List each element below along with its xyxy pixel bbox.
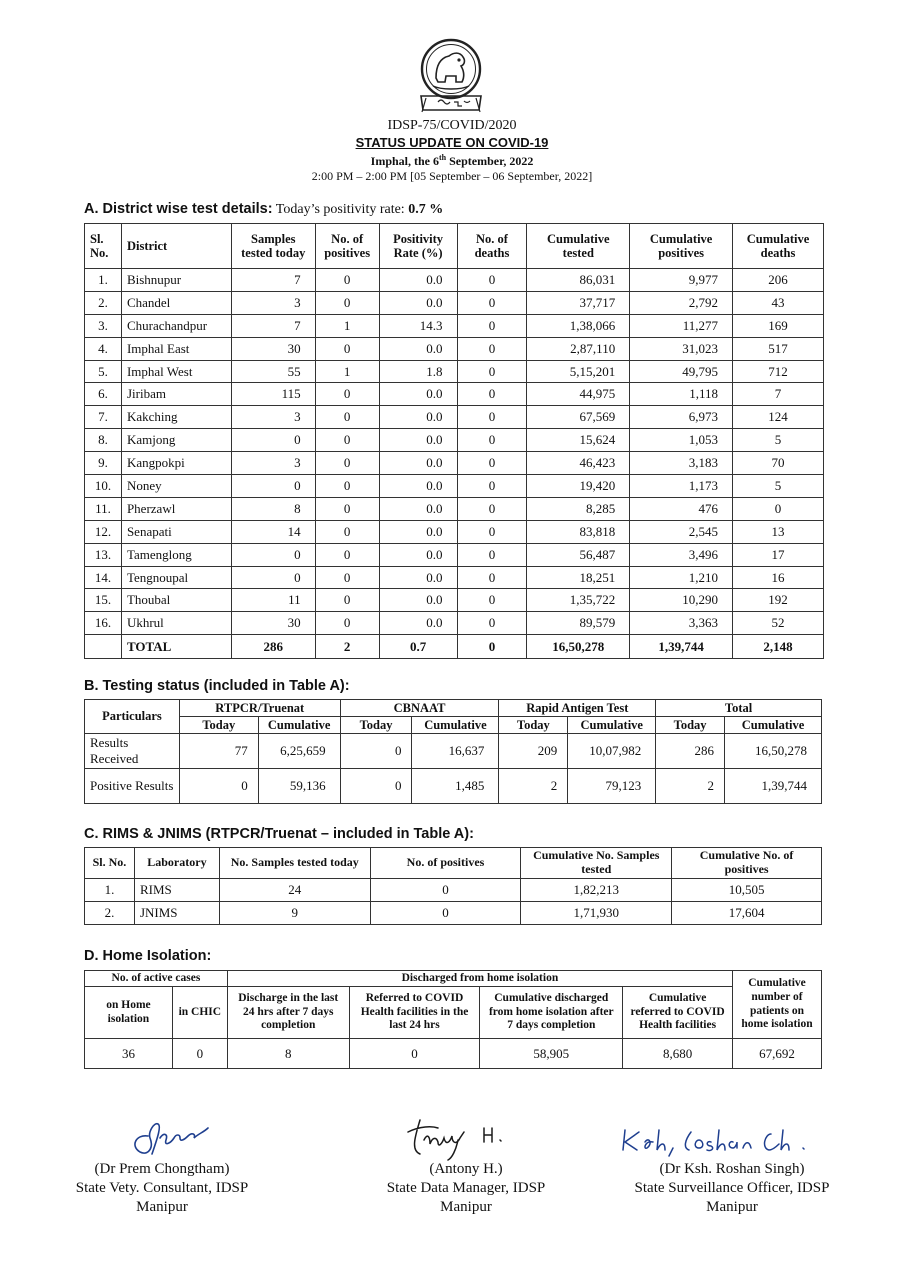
table-cell: Tamenglong xyxy=(121,543,231,566)
table-cell: 0 xyxy=(457,337,527,360)
table-cell: 5 xyxy=(733,475,824,498)
table-cell: 0.0 xyxy=(379,566,457,589)
column-header: Sl. No. xyxy=(85,848,135,879)
table-cell: 0 xyxy=(315,406,379,429)
table-cell: 0.0 xyxy=(379,543,457,566)
table-cell: 8 xyxy=(231,497,315,520)
place-date: Imphal, the 6th September, 2022 xyxy=(370,153,534,168)
table-cell: 1.8 xyxy=(379,360,457,383)
column-header: Cumulative tested xyxy=(527,224,630,269)
column-header: Discharge in the last 24 hrs after 7 days completion xyxy=(227,987,349,1039)
table-cell: 0 xyxy=(315,383,379,406)
table-cell: 31,023 xyxy=(630,337,733,360)
table-cell: 1. xyxy=(85,269,122,292)
table-cell: 115 xyxy=(231,383,315,406)
table-cell: 14 xyxy=(231,520,315,543)
table-row xyxy=(85,879,822,902)
table-cell: 209 xyxy=(499,734,568,769)
total-cell: 1,39,744 xyxy=(630,635,733,659)
table-cell: 55 xyxy=(231,360,315,383)
table-cell: 8,680 xyxy=(623,1039,733,1069)
column-header: District xyxy=(121,224,231,269)
table-row xyxy=(85,337,824,360)
total-cell: 2,148 xyxy=(733,635,824,659)
table-cell: 3 xyxy=(231,406,315,429)
total-cell: 0 xyxy=(457,635,527,659)
table-cell: 52 xyxy=(733,612,824,635)
table-cell: Jiribam xyxy=(121,383,231,406)
table-cell: 1,210 xyxy=(630,566,733,589)
table-cell: 286 xyxy=(656,734,725,769)
column-header: Cumulative deaths xyxy=(733,224,824,269)
table-cell: Churachandpur xyxy=(121,314,231,337)
column-header: Cumulative No. of positives xyxy=(672,848,822,879)
column-header: Cumulative No. Samples tested xyxy=(521,848,672,879)
table-subheader-row xyxy=(85,987,822,1039)
table-cell: 5 xyxy=(733,429,824,452)
column-header: Cumulative xyxy=(725,717,822,734)
table-cell: 9. xyxy=(85,452,122,475)
table-cell: 0 xyxy=(457,291,527,314)
table-cell: 0 xyxy=(457,452,527,475)
table-cell: 24 xyxy=(219,879,370,902)
signatory-name: (Dr Prem Chongtham) xyxy=(94,1161,230,1177)
table-cell: 4. xyxy=(85,337,122,360)
column-header: Laboratory xyxy=(134,848,219,879)
signatory-name: (Dr Ksh. Roshan Singh) xyxy=(659,1161,805,1177)
table-cell: 476 xyxy=(630,497,733,520)
table-cell: 2 xyxy=(499,769,568,804)
table-row xyxy=(85,497,824,520)
table-cell: 0.0 xyxy=(379,337,457,360)
table-row xyxy=(85,475,824,498)
table-cell: 89,579 xyxy=(527,612,630,635)
table-subheader-row xyxy=(85,717,822,734)
table-row xyxy=(85,1039,822,1069)
table-header-row xyxy=(85,700,822,717)
column-header: on Home isolation xyxy=(85,987,173,1039)
table-cell: 30 xyxy=(231,337,315,360)
signatory-place: Manipur xyxy=(136,1198,188,1215)
table-cell: 10. xyxy=(85,475,122,498)
table-cell: 0 xyxy=(340,734,412,769)
signatory-3 xyxy=(592,1160,872,1216)
reporting-period: 2:00 PM – 2:00 PM [05 September – 06 September, 2022] xyxy=(311,169,593,183)
table-cell: 6,973 xyxy=(630,406,733,429)
table-cell: Imphal West xyxy=(121,360,231,383)
table-cell: 3,363 xyxy=(630,612,733,635)
table-cell: 86,031 xyxy=(527,269,630,292)
table-cell: 30 xyxy=(231,612,315,635)
table-row xyxy=(85,429,824,452)
table-cell: 206 xyxy=(733,269,824,292)
table-cell: Noney xyxy=(121,475,231,498)
table-cell: 1,118 xyxy=(630,383,733,406)
table-cell: 2. xyxy=(85,902,135,925)
column-header: Cumulative number of patients on home isolation xyxy=(733,971,822,1039)
table-row xyxy=(85,589,824,612)
column-header: Cumulative xyxy=(258,717,340,734)
section-d-heading: D. Home Isolation: xyxy=(84,948,212,964)
table-cell: 7 xyxy=(231,314,315,337)
table-cell: 0 xyxy=(315,612,379,635)
table-cell: 13. xyxy=(85,543,122,566)
table-cell: 0 xyxy=(179,769,258,804)
table-cell: 18,251 xyxy=(527,566,630,589)
table-cell: 0.0 xyxy=(379,612,457,635)
total-cell: TOTAL xyxy=(121,635,231,659)
column-header: Particulars xyxy=(85,700,180,734)
table-cell: Kakching xyxy=(121,406,231,429)
column-header: in CHIC xyxy=(172,987,227,1039)
table-cell: Thoubal xyxy=(121,589,231,612)
table-cell: 79,123 xyxy=(568,769,656,804)
table-row xyxy=(85,452,824,475)
total-cell: 16,50,278 xyxy=(527,635,630,659)
table-cell: 67,569 xyxy=(527,406,630,429)
table-cell: 0 xyxy=(370,902,521,925)
table-cell: Kangpokpi xyxy=(121,452,231,475)
signatory-designation: State Surveillance Officer, IDSP xyxy=(634,1179,830,1196)
table-row xyxy=(85,543,824,566)
testing-status-table xyxy=(84,699,822,804)
table-cell: 1,485 xyxy=(412,769,499,804)
table-cell: 0 xyxy=(733,497,824,520)
table-cell: 0 xyxy=(457,612,527,635)
column-group-header: Total xyxy=(656,700,822,717)
table-cell: 15. xyxy=(85,589,122,612)
table-cell: Kamjong xyxy=(121,429,231,452)
table-cell: 37,717 xyxy=(527,291,630,314)
table-cell: 0 xyxy=(370,879,521,902)
column-header: No. Samples tested today xyxy=(219,848,370,879)
table-cell: 17,604 xyxy=(672,902,822,925)
table-cell: Imphal East xyxy=(121,337,231,360)
table-cell: 1,173 xyxy=(630,475,733,498)
table-cell: 2,545 xyxy=(630,520,733,543)
table-cell: 16,637 xyxy=(412,734,499,769)
table-cell: 0 xyxy=(315,543,379,566)
table-cell: 0 xyxy=(315,429,379,452)
table-cell: 58,905 xyxy=(480,1039,623,1069)
table-cell: 8. xyxy=(85,429,122,452)
signatory-designation: State Vety. Consultant, IDSP xyxy=(75,1179,249,1196)
table-cell: 13 xyxy=(733,520,824,543)
table-cell: 16,50,278 xyxy=(725,734,822,769)
table-cell: 0 xyxy=(231,475,315,498)
table-cell: 7 xyxy=(231,269,315,292)
table-cell: 3 xyxy=(231,291,315,314)
table-cell: 192 xyxy=(733,589,824,612)
section-b-heading: B. Testing status (included in Table A): xyxy=(84,678,350,694)
table-cell: 0 xyxy=(315,337,379,360)
table-cell: 0 xyxy=(315,475,379,498)
table-cell: 0.0 xyxy=(379,452,457,475)
table-cell: 10,290 xyxy=(630,589,733,612)
table-cell: 0 xyxy=(457,406,527,429)
table-cell: 6. xyxy=(85,383,122,406)
table-header-row xyxy=(85,224,824,269)
table-cell: 10,07,982 xyxy=(568,734,656,769)
column-header: Sl. No. xyxy=(85,224,122,269)
table-cell: 8 xyxy=(227,1039,349,1069)
table-cell: 59,136 xyxy=(258,769,340,804)
table-cell: 0 xyxy=(457,383,527,406)
table-cell: 12. xyxy=(85,520,122,543)
table-cell: 169 xyxy=(733,314,824,337)
table-cell: 0 xyxy=(231,429,315,452)
total-row xyxy=(85,635,824,659)
column-header: Today xyxy=(340,717,412,734)
table-cell: 0 xyxy=(315,497,379,520)
table-cell: 0 xyxy=(231,566,315,589)
table-cell: 1,38,066 xyxy=(527,314,630,337)
table-cell: 0 xyxy=(340,769,412,804)
table-cell: 1,35,722 xyxy=(527,589,630,612)
table-cell: 16 xyxy=(733,566,824,589)
column-header: Today xyxy=(179,717,258,734)
table-row xyxy=(85,269,824,292)
signatory-place: Manipur xyxy=(440,1198,492,1215)
column-group-header: No. of active cases xyxy=(85,971,228,987)
column-group-header: RTPCR/Truenat xyxy=(179,700,340,717)
table-cell: 1,053 xyxy=(630,429,733,452)
table-cell: 0 xyxy=(457,360,527,383)
table-row xyxy=(85,406,824,429)
table-cell: 0 xyxy=(315,269,379,292)
column-header: No. of positives xyxy=(370,848,521,879)
table-cell: 0.0 xyxy=(379,520,457,543)
table-cell: Bishnupur xyxy=(121,269,231,292)
table-cell: Ukhrul xyxy=(121,612,231,635)
table-cell: 0 xyxy=(457,543,527,566)
table-cell: 0 xyxy=(457,269,527,292)
table-cell: 712 xyxy=(733,360,824,383)
table-cell: 14.3 xyxy=(379,314,457,337)
table-cell: 0.0 xyxy=(379,497,457,520)
table-cell: 1 xyxy=(315,360,379,383)
table-cell: 0 xyxy=(315,291,379,314)
table-cell: 3,496 xyxy=(630,543,733,566)
table-cell: 1,39,744 xyxy=(725,769,822,804)
table-cell: 0.0 xyxy=(379,406,457,429)
table-cell: 1,71,930 xyxy=(521,902,672,925)
table-cell: 6,25,659 xyxy=(258,734,340,769)
table-row xyxy=(85,566,824,589)
column-header: Referred to COVID Health facilities in the last 24 hrs xyxy=(349,987,480,1039)
signature-prem xyxy=(118,1108,218,1160)
table-cell: Pherzawl xyxy=(121,497,231,520)
signatory-2 xyxy=(326,1160,606,1216)
table-cell: 0 xyxy=(457,520,527,543)
table-cell: 0 xyxy=(457,314,527,337)
table-cell: 124 xyxy=(733,406,824,429)
table-row xyxy=(85,769,822,804)
table-cell: 0.0 xyxy=(379,383,457,406)
column-header: Cumulative positives xyxy=(630,224,733,269)
column-header: Cumulative discharged from home isolation after 7 days completion xyxy=(480,987,623,1039)
table-cell: 2. xyxy=(85,291,122,314)
table-cell: 10,505 xyxy=(672,879,822,902)
column-group-header: CBNAAT xyxy=(340,700,499,717)
table-cell: 0 xyxy=(315,452,379,475)
state-emblem-logo xyxy=(416,38,486,114)
table-cell: 14. xyxy=(85,566,122,589)
column-group-header: Rapid Antigen Test xyxy=(499,700,656,717)
table-cell: 16. xyxy=(85,612,122,635)
table-cell: JNIMS xyxy=(134,902,219,925)
signature-roshan xyxy=(615,1120,845,1160)
table-cell: Senapati xyxy=(121,520,231,543)
table-cell: 0 xyxy=(172,1039,227,1069)
table-cell: 0.0 xyxy=(379,269,457,292)
table-cell: 5,15,201 xyxy=(527,360,630,383)
table-cell: 3 xyxy=(231,452,315,475)
table-cell: 3. xyxy=(85,314,122,337)
table-cell: 0.0 xyxy=(379,291,457,314)
column-header: Cumulative referred to COVID Health facilities xyxy=(623,987,733,1039)
table-cell: 8,285 xyxy=(527,497,630,520)
signature-antony xyxy=(398,1110,528,1162)
table-cell: 0.0 xyxy=(379,475,457,498)
total-cell xyxy=(85,635,122,659)
table-row xyxy=(85,314,824,337)
table-cell: 43 xyxy=(733,291,824,314)
table-cell: 1 xyxy=(315,314,379,337)
signatory-1 xyxy=(22,1160,302,1216)
table-cell: 0 xyxy=(349,1039,480,1069)
table-cell: 17 xyxy=(733,543,824,566)
table-cell: 0.0 xyxy=(379,589,457,612)
table-cell: 56,487 xyxy=(527,543,630,566)
table-cell: 19,420 xyxy=(527,475,630,498)
table-cell: 7. xyxy=(85,406,122,429)
section-c-heading: C. RIMS & JNIMS (RTPCR/Truenat – included in Table A): xyxy=(84,826,474,842)
total-cell: 286 xyxy=(231,635,315,659)
table-row xyxy=(85,734,822,769)
column-header: Cumulative xyxy=(412,717,499,734)
table-row xyxy=(85,612,824,635)
table-cell: 0 xyxy=(457,497,527,520)
table-cell: 7 xyxy=(733,383,824,406)
column-header: No. of positives xyxy=(315,224,379,269)
row-label: Results Received xyxy=(85,734,180,769)
table-cell: RIMS xyxy=(134,879,219,902)
column-header: Positivity Rate (%) xyxy=(379,224,457,269)
document-title: STATUS UPDATE ON COVID-19 xyxy=(355,135,549,150)
column-header: Cumulative xyxy=(568,717,656,734)
table-cell: 9 xyxy=(219,902,370,925)
table-cell: 2 xyxy=(656,769,725,804)
table-cell: 2,792 xyxy=(630,291,733,314)
table-cell: 0 xyxy=(457,475,527,498)
table-cell: 0 xyxy=(457,589,527,612)
total-cell: 2 xyxy=(315,635,379,659)
signatory-designation: State Data Manager, IDSP xyxy=(386,1179,546,1196)
table-cell: 9,977 xyxy=(630,269,733,292)
column-group-header: Discharged from home isolation xyxy=(227,971,732,987)
rims-jnims-table xyxy=(84,847,822,925)
table-cell: 0 xyxy=(457,429,527,452)
document-reference: IDSP-75/COVID/2020 xyxy=(387,118,517,133)
table-row xyxy=(85,291,824,314)
total-cell: 0.7 xyxy=(379,635,457,659)
table-cell: Chandel xyxy=(121,291,231,314)
table-cell: 0.0 xyxy=(379,429,457,452)
table-cell: 3,183 xyxy=(630,452,733,475)
table-cell: 1. xyxy=(85,879,135,902)
table-cell: 517 xyxy=(733,337,824,360)
table-cell: 11 xyxy=(231,589,315,612)
table-cell: 5. xyxy=(85,360,122,383)
table-cell: 11,277 xyxy=(630,314,733,337)
column-header: Samples tested today xyxy=(231,224,315,269)
table-cell: 83,818 xyxy=(527,520,630,543)
table-row xyxy=(85,383,824,406)
table-cell: 70 xyxy=(733,452,824,475)
column-header: Today xyxy=(499,717,568,734)
table-row xyxy=(85,360,824,383)
signatory-place: Manipur xyxy=(706,1198,758,1215)
table-cell: 1,82,213 xyxy=(521,879,672,902)
table-cell: 0 xyxy=(315,589,379,612)
home-isolation-table xyxy=(84,970,822,1069)
row-label: Positive Results xyxy=(85,769,180,804)
table-cell: 46,423 xyxy=(527,452,630,475)
column-header: No. of deaths xyxy=(457,224,527,269)
table-cell: 2,87,110 xyxy=(527,337,630,360)
table-cell: 36 xyxy=(85,1039,173,1069)
table-header-row xyxy=(85,971,822,987)
table-row xyxy=(85,520,824,543)
table-cell: 0 xyxy=(315,520,379,543)
table-header-row xyxy=(85,848,822,879)
column-header: Today xyxy=(656,717,725,734)
table-cell: 77 xyxy=(179,734,258,769)
table-row xyxy=(85,902,822,925)
table-cell: 44,975 xyxy=(527,383,630,406)
table-cell: 0 xyxy=(457,566,527,589)
table-cell: 0 xyxy=(231,543,315,566)
table-cell: 0 xyxy=(315,566,379,589)
table-cell: 11. xyxy=(85,497,122,520)
table-cell: 49,795 xyxy=(630,360,733,383)
district-test-table xyxy=(84,223,824,659)
table-cell: 67,692 xyxy=(733,1039,822,1069)
signatory-name: (Antony H.) xyxy=(429,1161,503,1177)
section-a-heading: A. District wise test details: Today’s positivity rate: 0.7 % xyxy=(84,201,444,217)
table-cell: 15,624 xyxy=(527,429,630,452)
table-cell: Tengnoupal xyxy=(121,566,231,589)
